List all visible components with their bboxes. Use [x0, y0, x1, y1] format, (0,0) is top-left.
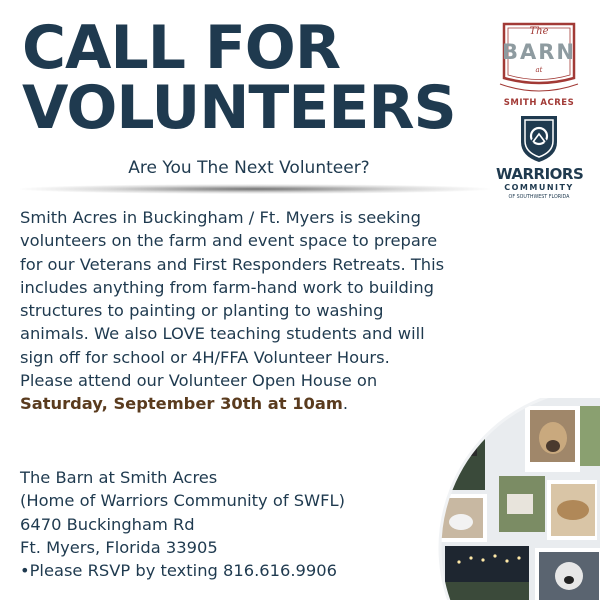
contact-city: Ft. Myers, Florida 33905	[20, 537, 218, 557]
barn-logo-word: BARN	[501, 40, 576, 64]
photo-collage-image	[435, 398, 600, 600]
date-period: .	[342, 394, 348, 414]
shadow-divider	[20, 184, 490, 194]
body-line: includes anything from farm-hand work to building	[20, 277, 434, 297]
subtitle: Are You The Next Volunteer?	[128, 158, 370, 178]
contact-venue: The Barn at Smith Acres	[20, 468, 218, 487]
barn-logo-icon	[496, 18, 582, 108]
warriors-logo-community: COMMUNITY	[504, 183, 574, 192]
open-house-date: Saturday, September 30th at 10am	[20, 394, 343, 414]
body-paragraph	[20, 206, 575, 416]
contact-home-of: (Home of Warriors Community of SWFL)	[20, 491, 345, 511]
body-line: Please attend our Volunteer Open House on	[20, 371, 378, 391]
barn-logo-the: The	[529, 26, 549, 37]
warriors-shield-icon	[496, 112, 582, 164]
headline-line-1: CALL FOR	[22, 13, 341, 83]
body-line: animals. We also LOVE teaching students and will	[20, 324, 425, 344]
barn-logo-smith-acres: SMITH ACRES	[503, 98, 575, 108]
body-line: volunteers on the farm and event space to prepare	[20, 231, 438, 251]
body-line: sign off for school or 4H/FFA Volunteer Hours.	[20, 347, 390, 367]
headline	[22, 13, 456, 143]
contact-block	[20, 466, 440, 582]
warriors-logo-word: WARRIORS	[496, 165, 584, 183]
warriors-logo	[496, 112, 582, 206]
contact-rsvp: •Please RSVP by texting 816.616.9906	[20, 561, 337, 581]
barn-logo-at: at	[535, 66, 543, 74]
headline-line-2: VOLUNTEERS	[22, 73, 456, 143]
body-line: for our Veterans and First Responders Retreats. This	[20, 254, 445, 274]
warriors-logo-region: OF SOUTHWEST FLORIDA	[508, 195, 570, 200]
contact-street: 6470 Buckingham Rd	[20, 514, 195, 534]
body-line: structures to painting or planting to washing	[20, 301, 384, 321]
body-line: Smith Acres in Buckingham / Ft. Myers is seeking	[20, 208, 421, 227]
